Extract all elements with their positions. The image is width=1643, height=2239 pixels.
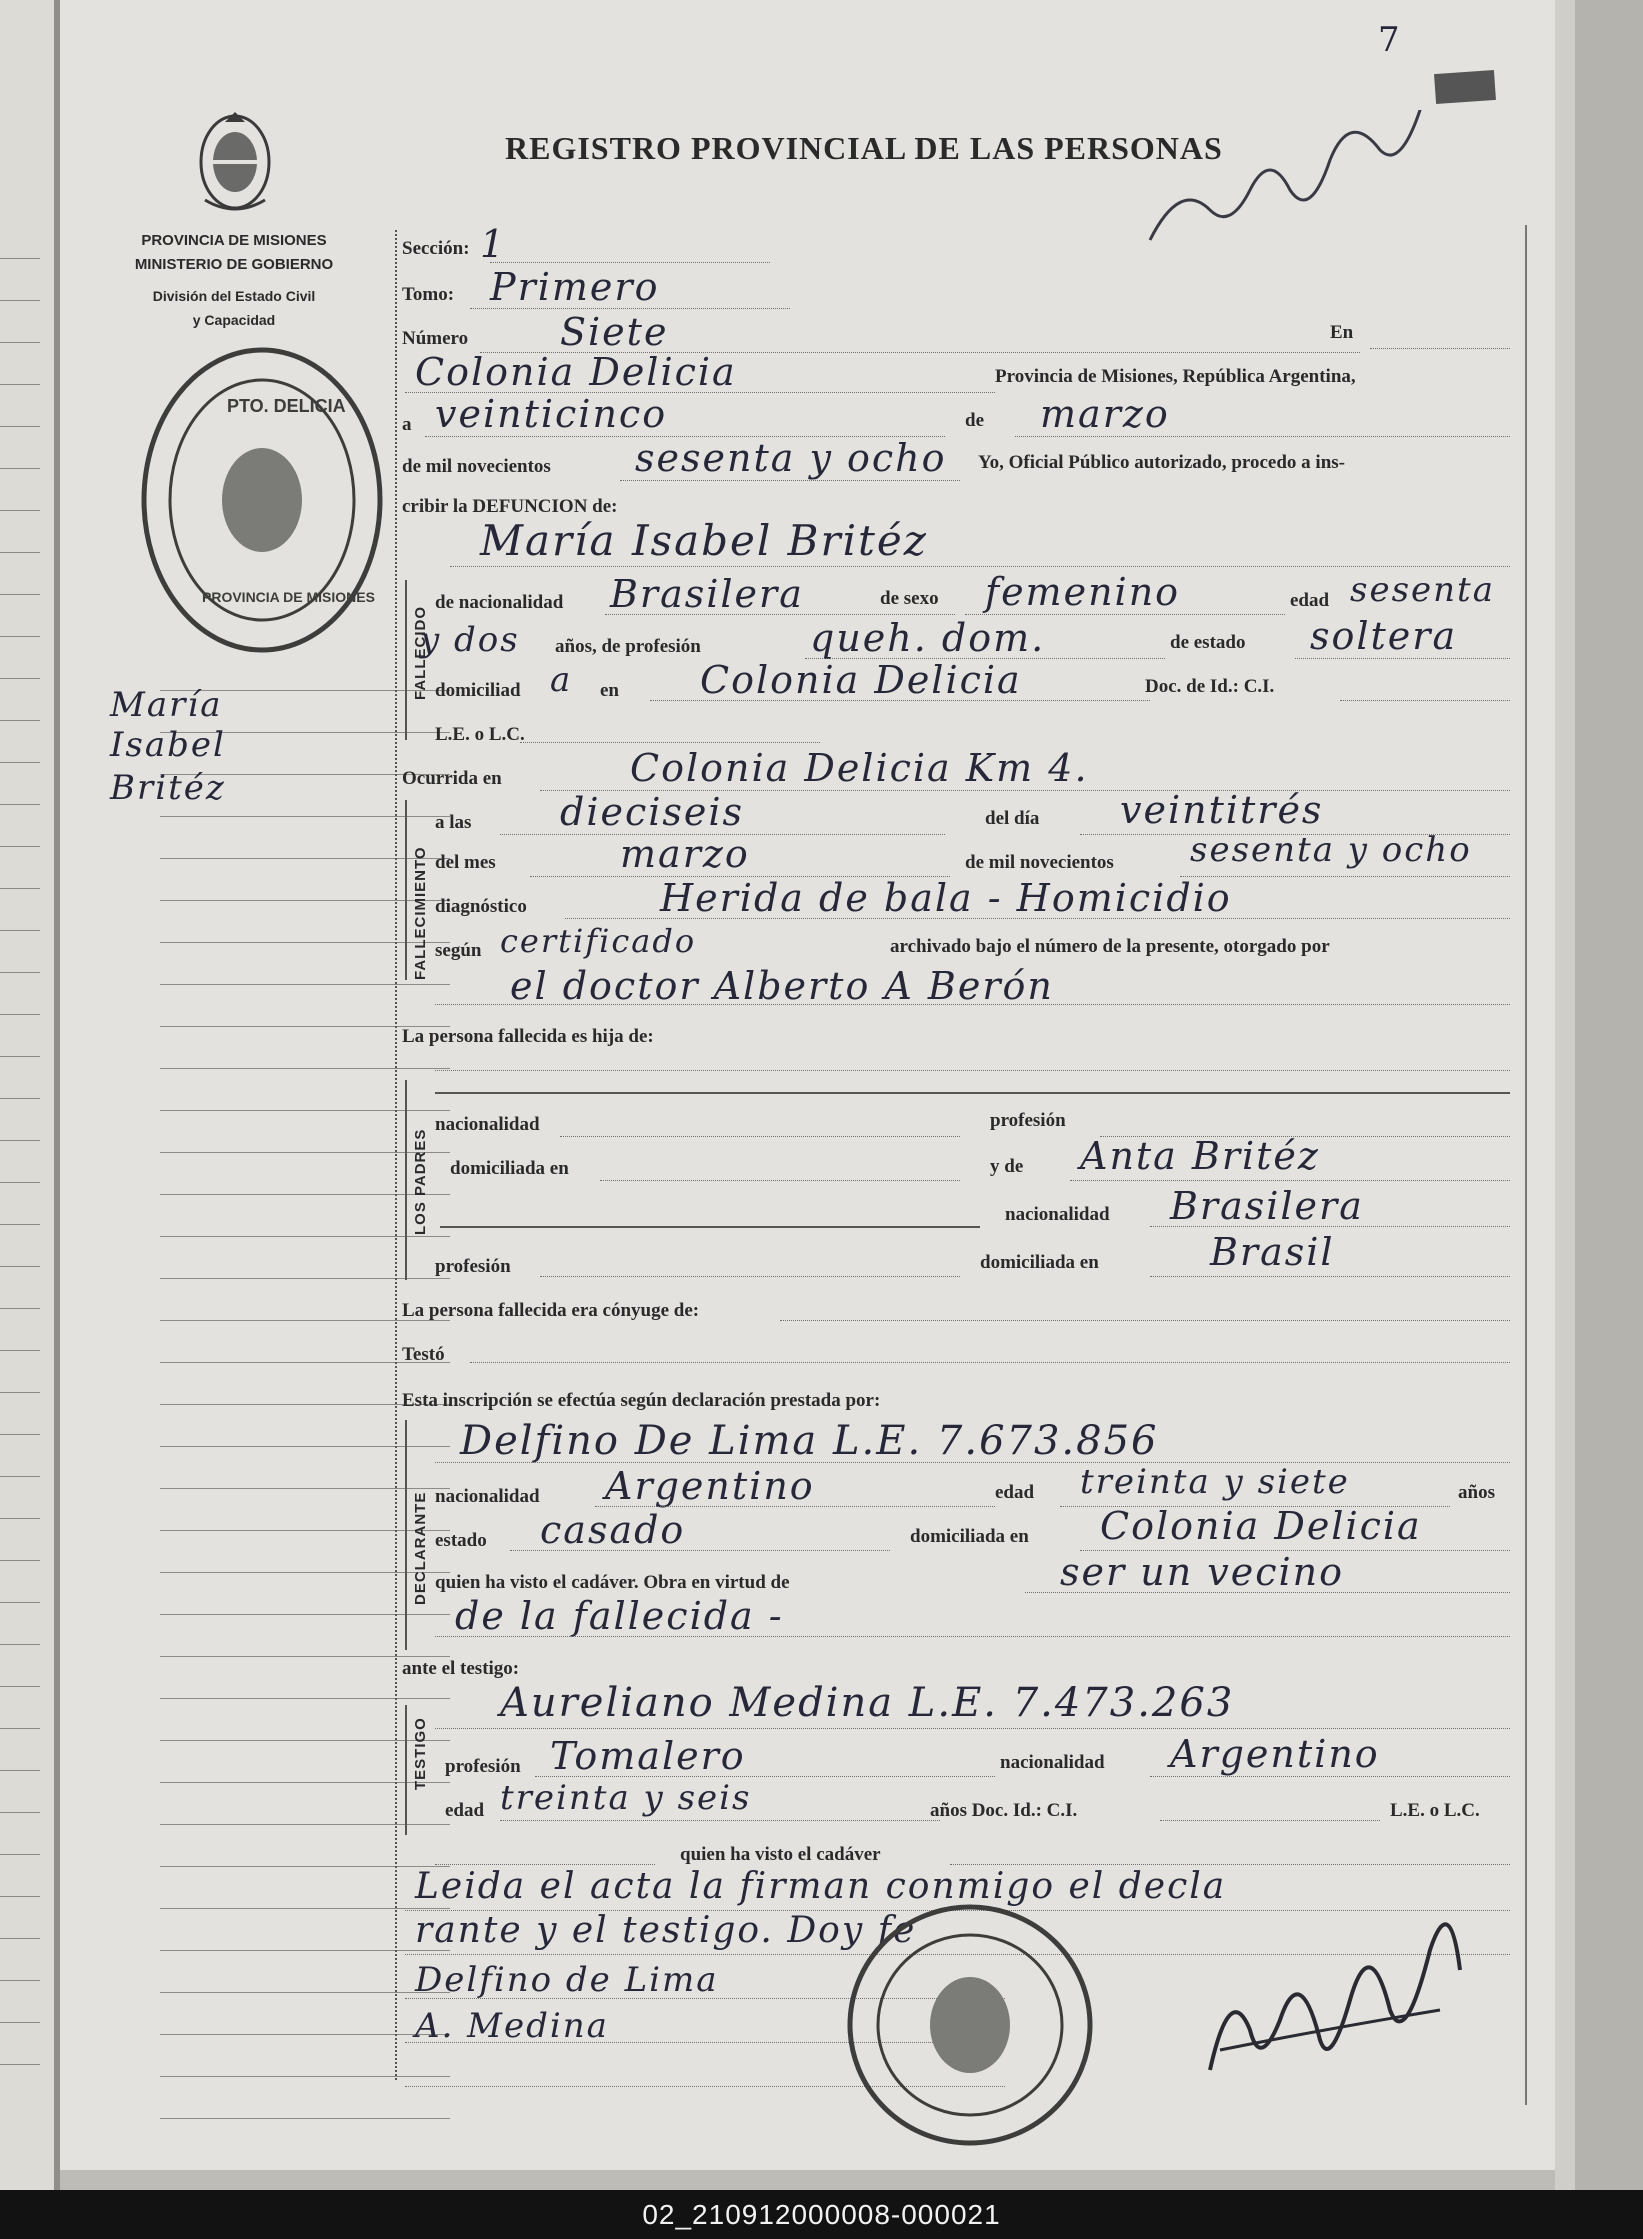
value-d-motivo: ser un vecino xyxy=(1060,1550,1345,1594)
file-id-footer xyxy=(0,2190,1643,2239)
label-t-profesion: profesión xyxy=(445,1756,521,1777)
value-ocurrida: Colonia Delicia Km 4. xyxy=(630,746,1089,790)
value-segun: certificado xyxy=(500,922,697,960)
closing-line-2: rante y el testigo. Doy fe xyxy=(415,1910,917,1951)
signature-testigo: A. Medina xyxy=(415,2006,609,2046)
official-signature xyxy=(1190,1900,1490,2100)
value-numero: Siete xyxy=(560,310,669,354)
right-page-edge xyxy=(1555,0,1643,2190)
value-dia-fallecimiento: veintitrés xyxy=(1120,788,1324,832)
value-diagnostico: Herida de bala - Homicidio xyxy=(660,876,1232,920)
label-fallecimiento: FALLECIMIENTO xyxy=(412,846,429,980)
value-hora: dieciseis xyxy=(560,790,745,834)
value-madre-nacionalidad: Brasilera xyxy=(1170,1184,1364,1228)
label-padres: LOS PADRES xyxy=(412,1128,429,1235)
label-a: a xyxy=(402,414,412,435)
label-testigo: TESTIGO xyxy=(412,1717,429,1790)
page-title: REGISTRO PROVINCIAL DE LAS PERSONAS xyxy=(505,130,1223,166)
margin-name-1: María xyxy=(110,685,223,725)
value-mes-fallecimiento: marzo xyxy=(620,832,750,876)
value-t-nacionalidad: Argentino xyxy=(1170,1732,1380,1776)
coat-of-arms-icon xyxy=(190,100,280,220)
value-d-edad: treinta y siete xyxy=(1080,1462,1350,1502)
value-medico: el doctor Alberto A Berón xyxy=(510,964,1054,1008)
label-segun: según xyxy=(435,940,482,961)
label-fallecido: FALLECIDO xyxy=(412,606,429,700)
label-t-quien: quien ha visto el cadáver xyxy=(680,1844,881,1865)
label-sexo: de sexo xyxy=(880,588,939,609)
value-testigo: Aureliano Medina L.E. 7.473.263 xyxy=(500,1680,1235,1726)
label-hija: La persona fallecida es hija de: xyxy=(402,1026,654,1047)
value-d-domicilio: Colonia Delicia xyxy=(1100,1504,1422,1548)
label-anos-profesion: años, de profesión xyxy=(555,636,701,657)
label-de-mil: de mil novecientos xyxy=(402,456,551,477)
label-m-profesion: profesión xyxy=(435,1256,511,1277)
label-archivado: archivado bajo el número de la presente, otorgado por xyxy=(890,936,1330,957)
value-sexo: femenino xyxy=(985,570,1181,614)
label-d-domiciliada: domiciliada en xyxy=(910,1526,1029,1547)
label-ante: ante el testigo: xyxy=(402,1658,520,1679)
value-lugar: Colonia Delicia xyxy=(415,350,737,394)
label-domiciliada: domiciliad xyxy=(435,680,521,701)
label-numero: Número xyxy=(402,328,469,349)
value-d-motivo-2: de la fallecida - xyxy=(455,1594,784,1638)
label-oficial: Yo, Oficial Público autorizado, procedo a ins- xyxy=(978,452,1345,473)
header-division: División del Estado Civil xyxy=(152,288,316,304)
label-en: En xyxy=(1330,322,1354,343)
signature-declarante: Delfino de Lima xyxy=(415,1960,719,2000)
margin-name-3: Britéz xyxy=(110,768,226,808)
label-d-edad: edad xyxy=(995,1482,1035,1503)
label-d-quien: quien ha visto el cadáver. Obra en virtud de xyxy=(435,1572,790,1593)
handwritten-annotation xyxy=(1140,110,1460,260)
value-d-estado: casado xyxy=(540,1508,686,1552)
label-del-mes: del mes xyxy=(435,852,496,873)
label-en-2: en xyxy=(600,680,619,701)
label-ocurrida: Ocurrida en xyxy=(402,768,502,789)
label-a-las: a las xyxy=(435,812,472,833)
label-d-estado: estado xyxy=(435,1530,487,1551)
label-t-le: L.E. o L.C. xyxy=(1390,1800,1480,1821)
value-seccion: 1 xyxy=(480,222,507,266)
label-p-profesion: profesión xyxy=(990,1110,1066,1131)
file-id-text: 02_210912000008-000021 xyxy=(642,2199,1001,2230)
official-seal-stamp xyxy=(132,340,392,660)
label-t-nacionalidad: nacionalidad xyxy=(1000,1752,1105,1773)
value-nombre: María Isabel Britéz xyxy=(480,516,928,565)
label-p-nacionalidad: nacionalidad xyxy=(435,1114,540,1135)
label-d-nacionalidad: nacionalidad xyxy=(435,1486,540,1507)
value-anio-fallecimiento: sesenta y ocho xyxy=(1190,830,1472,870)
label-del-dia: del día xyxy=(985,808,1040,829)
label-de: de xyxy=(965,410,984,431)
label-declarante: DECLARANTE xyxy=(412,1491,429,1605)
label-seccion: Sección: xyxy=(402,238,470,259)
value-tomo: Primero xyxy=(490,265,660,309)
seal-top-text: PTO. DELICIA xyxy=(227,396,346,416)
label-provincia: Provincia de Misiones, República Argentina, xyxy=(995,366,1356,387)
closing-line-1: Leida el acta la firman conmigo el decla xyxy=(415,1866,1227,1907)
page-number: 7 xyxy=(1378,20,1402,60)
seal-bottom-text: PROVINCIA DE MISIONES xyxy=(202,589,375,605)
value-profesion: queh. dom. xyxy=(810,616,1046,660)
margin-name-2: Isabel xyxy=(110,725,226,765)
value-dia: veinticinco xyxy=(435,392,668,436)
value-t-profesion: Tomalero xyxy=(550,1734,746,1778)
header-capacidad: y Capacidad xyxy=(192,312,276,328)
label-t-anos: años Doc. Id.: C.I. xyxy=(930,1800,1078,1821)
right-rule xyxy=(1525,225,1527,2105)
value-anio: sesenta y ocho xyxy=(635,436,947,480)
label-tomo: Tomo: xyxy=(402,284,455,305)
value-edad-b: y dos xyxy=(420,620,520,660)
value-domiciliada-suffix: a xyxy=(550,660,573,700)
label-estado: de estado xyxy=(1170,632,1246,653)
label-edad: edad xyxy=(1290,590,1330,611)
value-d-nacionalidad: Argentino xyxy=(605,1464,815,1508)
label-nacionalidad: de nacionalidad xyxy=(435,592,564,613)
header-ministry: MINISTERIO DE GOBIERNO xyxy=(134,256,334,273)
label-le-lc: L.E. o L.C. xyxy=(435,724,525,745)
label-inscripcion: Esta inscripción se efectúa según declaración prestada por: xyxy=(402,1390,881,1411)
value-edad-a: sesenta xyxy=(1350,570,1495,610)
value-nacionalidad: Brasilera xyxy=(610,572,804,616)
label-m-nacionalidad: nacionalidad xyxy=(1005,1204,1110,1225)
label-doc: Doc. de Id.: C.I. xyxy=(1145,676,1275,697)
main-rule xyxy=(395,230,397,2080)
left-page-edge xyxy=(0,0,57,2190)
value-domicilio: Colonia Delicia xyxy=(700,658,1022,702)
label-y-de: y de xyxy=(990,1156,1024,1177)
label-diagnostico: diagnóstico xyxy=(435,896,527,917)
value-madre: Anta Britéz xyxy=(1080,1134,1320,1178)
label-p-domiciliada: domiciliada en xyxy=(450,1158,569,1179)
label-de-mil-2: de mil novecientos xyxy=(965,852,1114,873)
official-seal-stamp-bottom xyxy=(840,1900,1100,2150)
label-conyuge: La persona fallecida era cónyuge de: xyxy=(402,1300,700,1321)
label-t-edad: edad xyxy=(445,1800,485,1821)
label-cribir: cribir la DEFUNCION de: xyxy=(402,496,618,517)
label-d-anos: años xyxy=(1458,1482,1495,1503)
value-madre-domicilio: Brasil xyxy=(1210,1230,1335,1274)
record-page xyxy=(60,0,1555,2170)
value-estado: soltera xyxy=(1310,614,1458,658)
value-t-edad: treinta y seis xyxy=(500,1778,752,1818)
header-province: PROVINCIA DE MISIONES xyxy=(141,232,327,249)
value-declarante: Delfino De Lima L.E. 7.673.856 xyxy=(460,1418,1159,1464)
label-m-domiciliada: domiciliada en xyxy=(980,1252,1099,1273)
tape-mark xyxy=(1434,70,1496,104)
label-testo: Testó xyxy=(402,1344,445,1365)
value-mes: marzo xyxy=(1040,392,1170,436)
